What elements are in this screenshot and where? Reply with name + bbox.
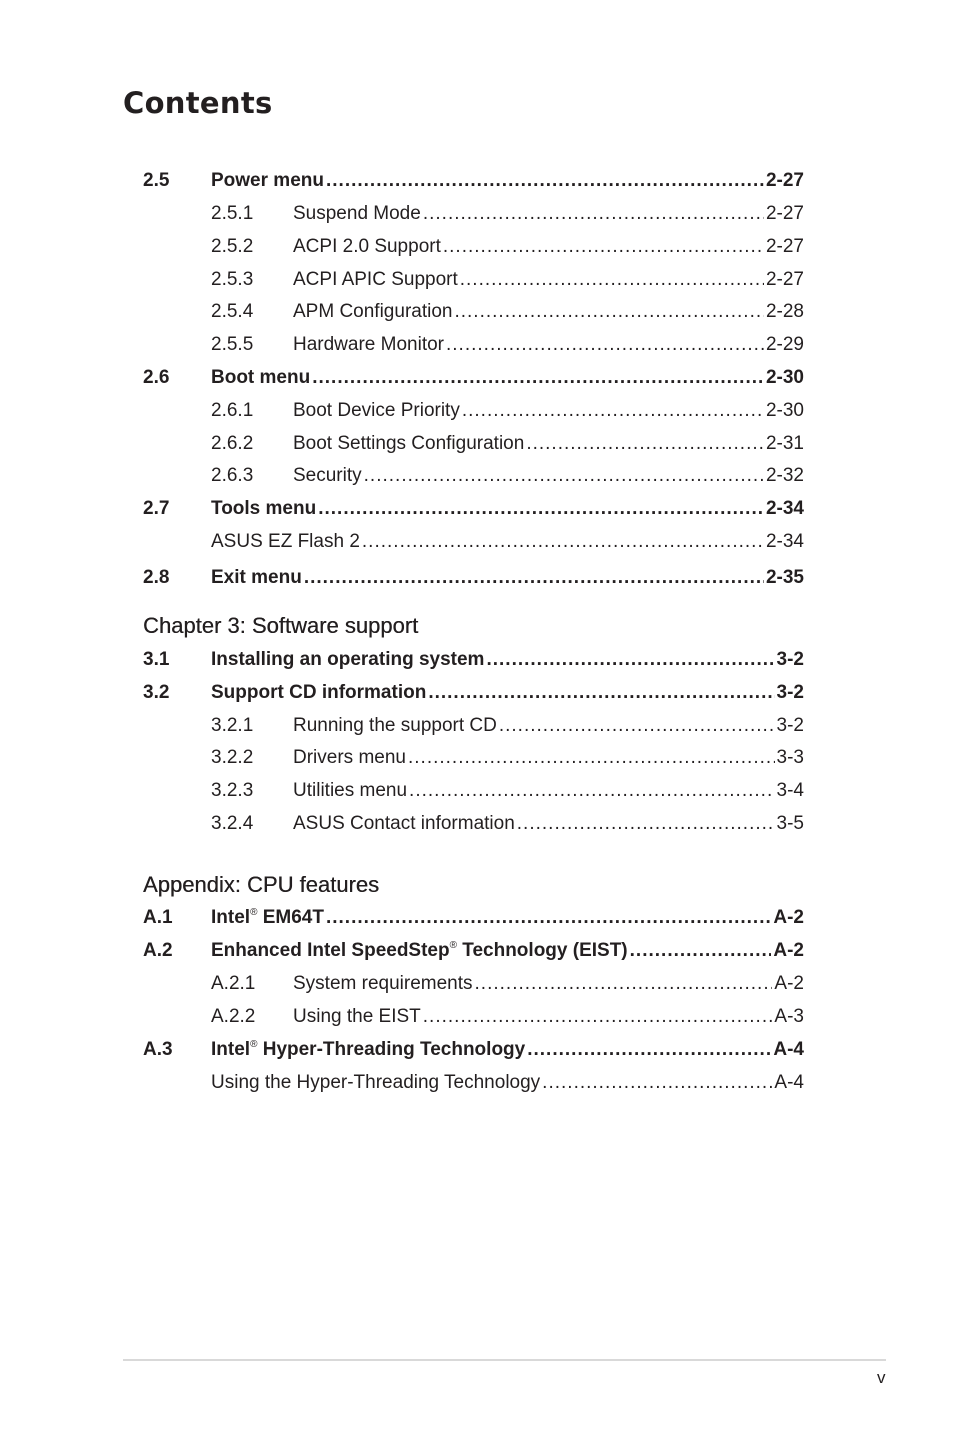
page-reference: 2-30: [765, 367, 804, 388]
dot-leader: [423, 201, 764, 227]
chapter-heading: Appendix: CPU features: [143, 872, 380, 897]
page-reference: 2-29: [765, 334, 804, 355]
entry-line: [211, 647, 804, 673]
page-reference: 2-30: [765, 400, 804, 421]
section-title: Utilities menu: [293, 780, 408, 801]
page-reference: 2-34: [765, 531, 804, 552]
section-number: 2.8: [143, 567, 170, 588]
page-reference: 2-32: [765, 465, 804, 486]
page-reference: 2-27: [765, 236, 804, 257]
toc-entry[interactable]: [143, 168, 804, 194]
section-number: 3.1: [143, 649, 170, 670]
entry-line: [211, 1037, 804, 1063]
entry-line: [293, 267, 804, 293]
section-title: ASUS EZ Flash 2: [211, 531, 360, 552]
section-number: A.2: [143, 940, 173, 961]
toc-entry[interactable]: [143, 529, 804, 555]
dot-leader: [409, 778, 774, 804]
section-number: 2.5.1: [211, 203, 254, 224]
dot-leader: [408, 745, 775, 771]
dot-leader: [318, 496, 764, 522]
page-reference: 3-2: [776, 649, 804, 670]
toc-entry[interactable]: [143, 745, 804, 771]
dot-leader: [326, 168, 764, 194]
table-of-contents: [143, 0, 804, 1120]
entry-line: [211, 496, 804, 522]
section-number: 2.6: [143, 367, 170, 388]
section-number: 2.5.3: [211, 269, 254, 290]
registered-mark: ®: [250, 907, 258, 918]
page-reference: A-2: [773, 907, 804, 928]
toc-entry[interactable]: [143, 398, 804, 424]
page-reference: A-2: [773, 940, 804, 961]
dot-leader: [462, 398, 764, 424]
page-reference: 2-35: [765, 567, 804, 588]
entry-line: [211, 1070, 804, 1096]
section-number: 2.6.2: [211, 433, 254, 454]
section-title: Boot menu: [211, 367, 311, 388]
section-title: [211, 938, 628, 964]
dot-leader: [326, 905, 771, 931]
entry-line: [293, 971, 804, 997]
section-title: Tools menu: [211, 498, 317, 519]
dot-leader: [486, 647, 774, 673]
page-reference: 3-3: [776, 747, 804, 768]
entry-line: [211, 168, 804, 194]
toc-entry[interactable]: [143, 565, 804, 591]
section-number: 2.5.5: [211, 334, 254, 355]
toc-entry[interactable]: [143, 1070, 804, 1096]
section-title: ASUS Contact information: [293, 813, 515, 834]
dot-leader: [446, 332, 764, 358]
section-title: Security: [293, 465, 362, 486]
toc-entry[interactable]: [143, 234, 804, 260]
section-number: 2.7: [143, 498, 170, 519]
title-text: EM64T: [257, 907, 324, 928]
dot-leader: [527, 1037, 771, 1063]
entry-line: [293, 811, 804, 837]
toc-entry[interactable]: [143, 332, 804, 358]
toc-entry[interactable]: [143, 431, 804, 457]
dot-leader: [304, 565, 764, 591]
entry-line: [211, 565, 804, 591]
section-number: A.3: [143, 1039, 173, 1060]
entry-line: [211, 365, 804, 391]
entry-line: [293, 1004, 804, 1030]
dot-leader: [312, 365, 764, 391]
section-title: System requirements: [293, 973, 473, 994]
chapter-heading: Chapter 3: Software support: [143, 613, 419, 638]
section-number: A.2.2: [211, 1006, 256, 1027]
section-title: Suspend Mode: [293, 203, 421, 224]
dot-leader: [460, 267, 764, 293]
toc-entry[interactable]: [143, 1037, 804, 1063]
toc-entry[interactable]: [143, 647, 804, 673]
section-number: A.1: [143, 907, 173, 928]
title-text: Intel: [211, 1039, 251, 1060]
page-reference: A-2: [774, 973, 804, 994]
dot-leader: [630, 938, 772, 964]
page-reference: A-3: [774, 1006, 804, 1027]
entry-line: [293, 778, 804, 804]
section-title: Hardware Monitor: [293, 334, 444, 355]
entry-line: [211, 529, 804, 555]
page-reference: A-4: [774, 1072, 804, 1093]
dot-leader: [454, 299, 764, 325]
dot-leader: [423, 1004, 773, 1030]
section-title: ACPI 2.0 Support: [293, 236, 441, 257]
toc-entry[interactable]: [143, 971, 804, 997]
page-reference: 3-2: [776, 715, 804, 736]
section-number: 3.2.1: [211, 715, 254, 736]
registered-mark: ®: [250, 1039, 258, 1050]
section-title: [211, 905, 324, 931]
title-text: Hyper-Threading Technology: [257, 1039, 526, 1060]
registered-mark: ®: [449, 940, 457, 951]
dot-leader: [517, 811, 775, 837]
section-title: Support CD information: [211, 682, 427, 703]
section-number: 2.6.3: [211, 465, 254, 486]
title-text: Enhanced Intel SpeedStep: [211, 940, 450, 961]
toc-entry[interactable]: [143, 365, 804, 391]
toc-entry[interactable]: [143, 267, 804, 293]
section-title: Running the support CD: [293, 715, 497, 736]
toc-entry[interactable]: [143, 905, 804, 931]
entry-line: [293, 234, 804, 260]
section-title: Using the Hyper-Threading Technology: [211, 1072, 541, 1093]
dot-leader: [542, 1070, 772, 1096]
section-number: 2.5.4: [211, 301, 254, 322]
entry-line: [293, 201, 804, 227]
footer-divider: [123, 1359, 886, 1361]
page-reference: 2-31: [765, 433, 804, 454]
title-text: Intel: [211, 907, 251, 928]
entry-line: [293, 398, 804, 424]
entry-line: [293, 299, 804, 325]
toc-entry[interactable]: [143, 299, 804, 325]
page-reference: 2-27: [765, 170, 804, 191]
toc-entry[interactable]: [143, 201, 804, 227]
page-reference: A-4: [773, 1039, 804, 1060]
entry-line: [211, 905, 804, 931]
toc-entry[interactable]: [143, 496, 804, 522]
section-number: 3.2: [143, 682, 170, 703]
page-reference: 3-4: [776, 780, 804, 801]
entry-line: [293, 463, 804, 489]
entry-line: [293, 713, 804, 739]
section-title: [211, 1037, 525, 1063]
page-reference: 2-28: [765, 301, 804, 322]
section-number: A.2.1: [211, 973, 256, 994]
page-reference: 2-27: [765, 203, 804, 224]
section-number: 3.2.2: [211, 747, 254, 768]
entry-line: [293, 745, 804, 771]
entry-line: [211, 680, 804, 706]
section-title: Installing an operating system: [211, 649, 485, 670]
dot-leader: [443, 234, 764, 260]
page-title: Contents: [123, 86, 273, 120]
section-title: Using the EIST: [293, 1006, 421, 1027]
dot-leader: [364, 463, 764, 489]
toc-entry[interactable]: [143, 811, 804, 837]
section-title: Boot Device Priority: [293, 400, 460, 421]
entry-line: [293, 431, 804, 457]
dot-leader: [499, 713, 775, 739]
page-reference: 3-5: [776, 813, 804, 834]
page-number: v: [877, 1368, 886, 1387]
entry-line: [293, 332, 804, 358]
dot-leader: [475, 971, 773, 997]
section-title: Exit menu: [211, 567, 302, 588]
section-title: Power menu: [211, 170, 324, 191]
dot-leader: [428, 680, 774, 706]
toc-entry[interactable]: [143, 778, 804, 804]
section-title: ACPI APIC Support: [293, 269, 458, 290]
toc-entry[interactable]: [143, 1004, 804, 1030]
toc-entry[interactable]: [143, 713, 804, 739]
page-reference: 3-2: [776, 682, 804, 703]
section-title: Boot Settings Configuration: [293, 433, 525, 454]
section-number: 3.2.4: [211, 813, 254, 834]
toc-entry[interactable]: [143, 680, 804, 706]
section-number: 2.5: [143, 170, 170, 191]
section-number: 2.5.2: [211, 236, 254, 257]
entry-line: [211, 938, 804, 964]
section-number: 2.6.1: [211, 400, 254, 421]
section-title: Drivers menu: [293, 747, 406, 768]
section-number: 3.2.3: [211, 780, 254, 801]
page-reference: 2-27: [765, 269, 804, 290]
page-reference: 2-34: [765, 498, 804, 519]
dot-leader: [526, 431, 764, 457]
section-title: APM Configuration: [293, 301, 453, 322]
title-text: Technology (EIST): [456, 940, 628, 961]
toc-entry[interactable]: [143, 463, 804, 489]
toc-entry[interactable]: [143, 938, 804, 964]
dot-leader: [362, 529, 764, 555]
